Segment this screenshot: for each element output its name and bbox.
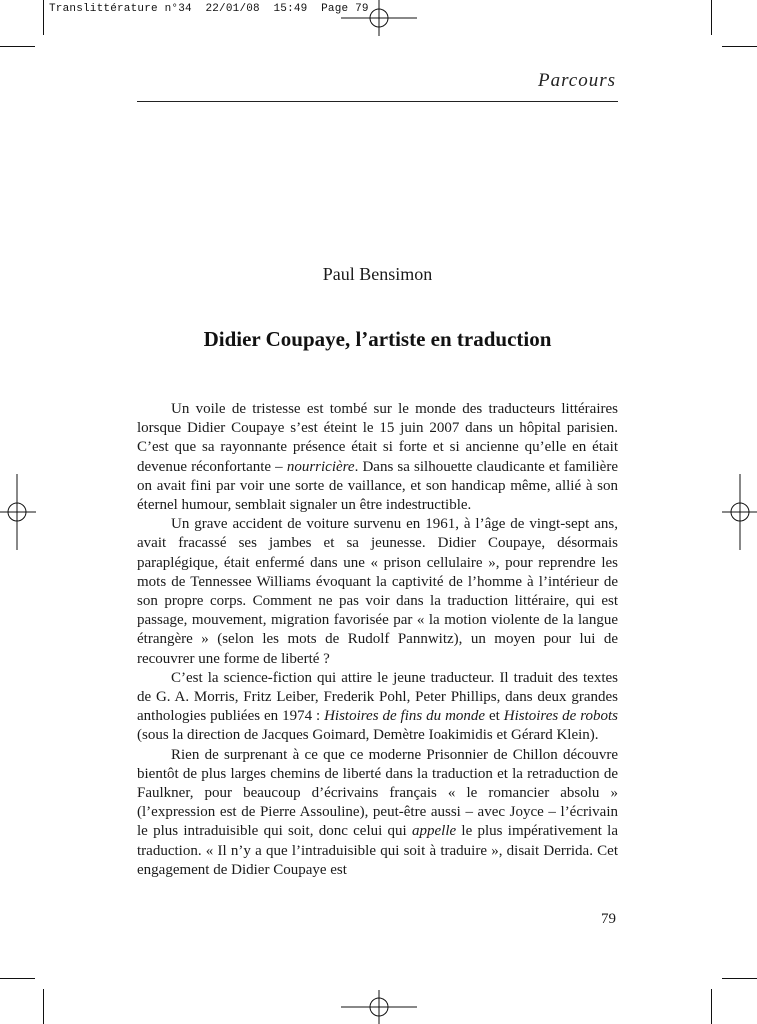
registration-mark-bottom-icon [341, 990, 417, 1024]
paragraph-2: Un grave accident de voiture survenu en 1961, à l’âge de vingt-sept ans, avait fracassé ses jambes et sa jeunesse. Didier Coupaye, désormais paraplégique, était enfermé dans une « prison cellulaire », pour reprendre les mots de Tennessee Williams évoquant la captivité de l’homme à l’intérieur de son propre corps. Comment ne pas voir dans la traduction littéraire, qui est passage, mouvement, migration favorisée par « la motion violente de la langue étrangère » (selon les mots de Rudolf Pannwitz), un moyen pour lui de recouvrer une forme de liberté ? [137, 516, 618, 667]
crop-mark-bottom-right-vertical [711, 989, 712, 1024]
article-title: Didier Coupaye, l’artiste en traduction [203, 327, 552, 351]
slug-page-label: Page 79 [321, 3, 369, 15]
paragraph-4-text-a: Rien de surprenant à ce que ce moderne Prisonnier de Chillon découvre bientôt de plus larges chemins de liberté dans la traduction et la retraduction de Faulkner, pour beaucoup d’écrivains français « le romancier absolu » (l’expression est de Pierre Assouline), peut-être aussi – avec Joyce – l’écrivain le plus intraduisible qui soit, donc celui qui [137, 746, 618, 840]
registration-mark-right-icon [722, 474, 757, 550]
crop-mark-top-left-horizontal [0, 46, 35, 47]
registration-mark-top-icon [341, 0, 417, 36]
paragraph-3-book-title-2: Histoires de robots [503, 708, 618, 725]
paragraph-1 [137, 400, 618, 515]
crop-mark-bottom-left-horizontal [0, 978, 35, 979]
paragraph-3-book-title-1: Histoires de fins du monde [324, 708, 486, 725]
print-slug [49, 3, 369, 15]
paragraph-4-text-b: le plus impérativement la traduction. « Il n’y a que l’intraduisible qui soit à traduire », disait Derrida. Cet engagement de Didier Coupaye est [137, 823, 618, 878]
slug-date: 22/01/08 [205, 3, 260, 15]
header-rule [137, 101, 618, 102]
paragraph-4 [137, 746, 618, 880]
slug-time: 15:49 [273, 3, 308, 15]
paragraph-3 [137, 669, 618, 746]
crop-mark-top-right-horizontal [722, 46, 757, 47]
crop-mark-bottom-left-vertical [43, 989, 44, 1024]
paragraph-1-emphasis: nourricière [286, 458, 355, 475]
paragraph-3-text-c: (sous la direction de Jacques Goimard, Demètre Ioakimidis et Gérard Klein). [137, 727, 599, 744]
paragraph-3-text-a: C’est la science-fiction qui attire le jeune traducteur. Il traduit des textes de G. A. Morris, Fritz Leiber, Frederik Pohl, Peter Phillips, dans deux grandes anthologies publiées en 1974 : [137, 669, 618, 725]
slug-publication: Translittérature n°34 [49, 3, 192, 15]
paragraph-1-text-b: . Dans sa silhouette claudicante et familière on avait fini par voir une sorte de vaillance, et son handicap même, allié à son éternel humour, semblait signaler un être indestructible. [137, 458, 618, 514]
paragraph-4-emphasis: appelle [412, 823, 457, 840]
crop-mark-bottom-right-horizontal [722, 978, 757, 979]
crop-mark-top-right-vertical [711, 0, 712, 35]
paragraph-3-text-b: et [485, 708, 504, 725]
page-number: 79 [601, 911, 616, 927]
running-head: Parcours [537, 70, 616, 91]
author-name: Paul Bensimon [322, 264, 433, 284]
article-body [137, 400, 618, 880]
paragraph-1-text-a: Un voile de tristesse est tombé sur le monde des traducteurs littéraires lorsque Didier Coupaye s’est éteint le 15 juin 2007 dans un hôpital parisien. C’est que sa rayonnante présence était si forte et si ancienne qu’elle en était devenue réconfortante – [137, 401, 618, 475]
registration-mark-left-icon [0, 474, 36, 550]
crop-mark-top-left-vertical [43, 0, 44, 35]
